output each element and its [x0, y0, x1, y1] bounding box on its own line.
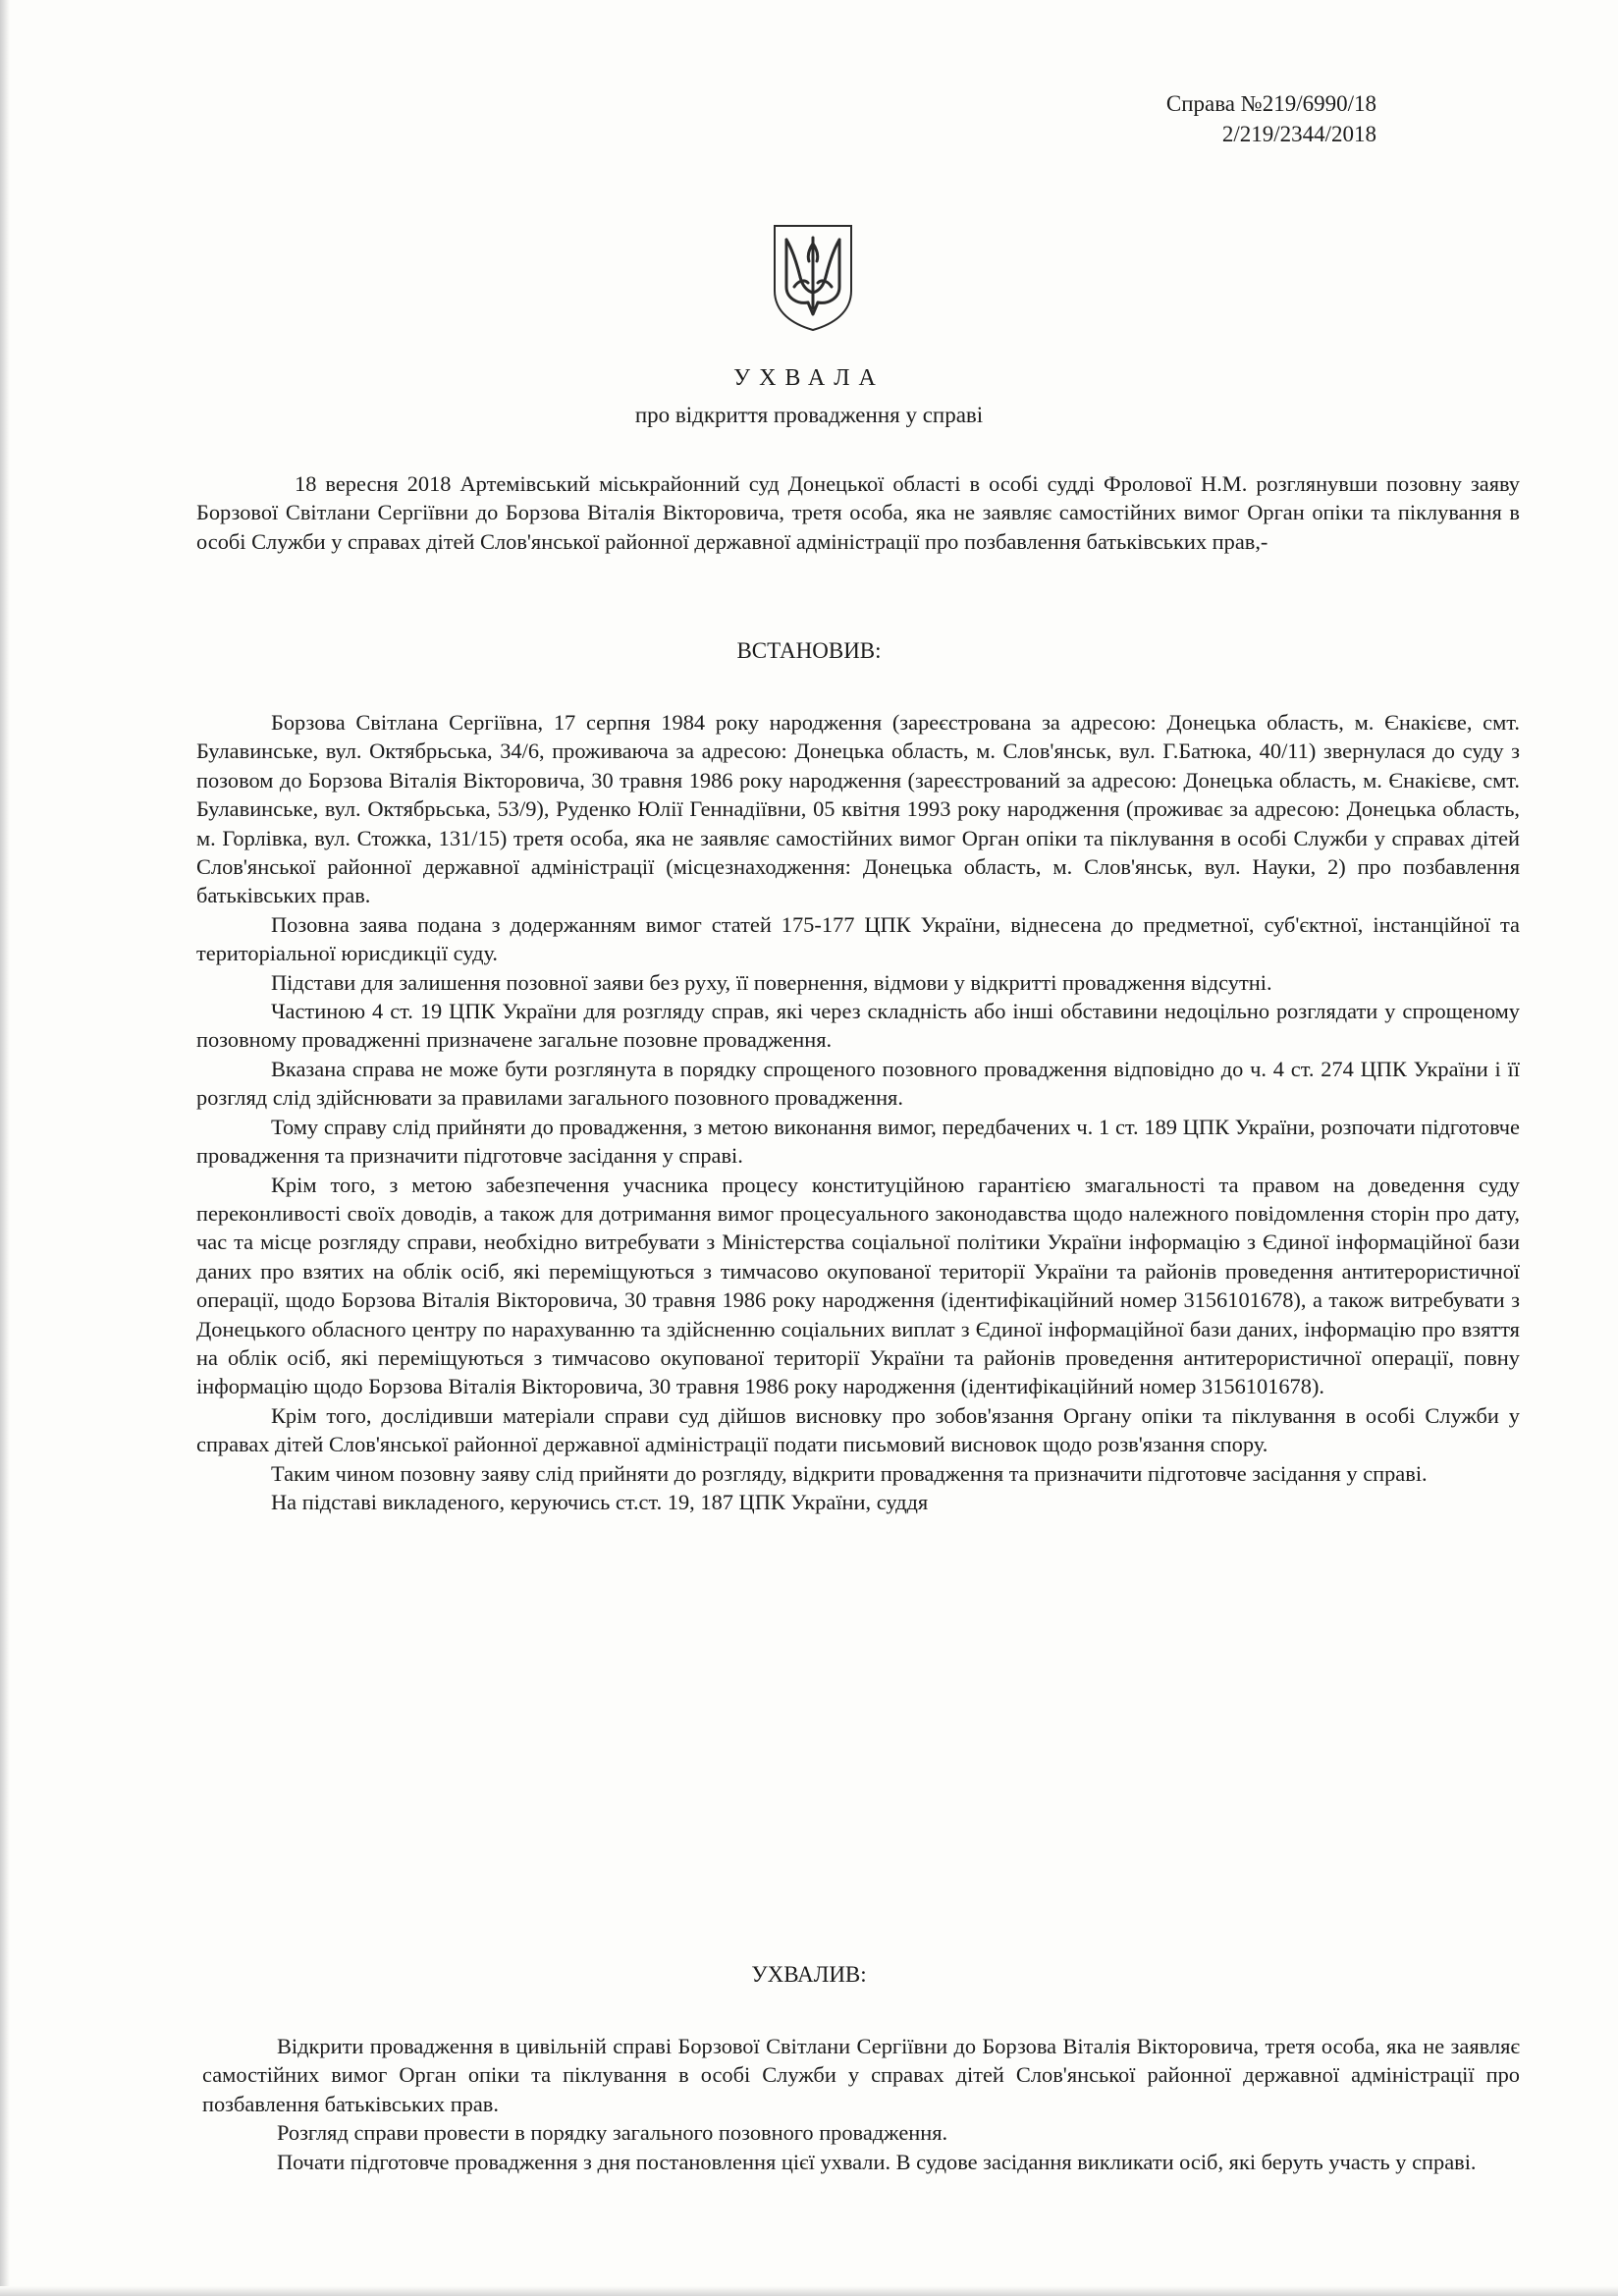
paragraph: Розгляд справи провести в порядку загального позовного провадження.: [277, 2120, 948, 2146]
paragraph: На підставі викладеного, керуючись ст.ст. 19, 187 ЦПК України, суддя: [271, 1489, 929, 1514]
paragraph: Відкрити провадження в цивільній справі Борзової Світлани Сергіївни до Борзова Віталія Вікторовича, третя особа, яка не заявляє самостійних вимог Орган опіки та піклування в особі Служби у справах дітей Слов'янської районної державної адміністрації про позбавлення батьківських прав.: [202, 2034, 1520, 2116]
resolved-section: [202, 2032, 1520, 2176]
paragraph: Крім того, дослідивши матеріали справи суд дійшов висновку про зобов'язання Органу опіки та піклування в особі Служби у справах дітей Слов'янської районної державної адміністрації подати письмовий висновок щодо розв'язання спору.: [196, 1402, 1520, 1457]
paragraph: Борзова Світлана Сергіївна, 17 серпня 1984 року народження (зареєстрована за адресою: Донецька область, м. Єнакієве, смт. Булавинське, вул. Октябрьська, 34/6, проживаюча за адресою: Донецька область, м. Слов'янськ, вул. Г.Батюка, 40/11) звернулася до суду з позовом до Борзова Віталія Вікторовича, 30 травня 1986 року народження (зареєстрований за адресою: Донецька область, м. Єнакієве, смт. Булавинське, вул. Октябрьська, 53/9), Руденко Юлії Геннадіївни, 05 квітня 1993 року народження (проживає за адресою: Донецька область, м. Горлівка, вул. Стожка, 131/15) третя особа, яка не заявляє самостійних вимог Орган опіки та піклування в особі Служби у справах дітей Слов'янської районної державної адміністрації (місцезнаходження: Донецька область, м. Слов'янськ, вул. Науки, 2) про позбавлення батьківських прав.: [196, 710, 1520, 908]
established-heading: ВСТАНОВИВ:: [736, 638, 882, 663]
intro-section: [196, 469, 1520, 556]
paragraph: Позовна заява подана з додержанням вимог статей 175-177 ЦПК України, віднесена до предметної, суб'єктної, інстанційної та територіальної юрисдикції суду.: [196, 911, 1520, 966]
established-section: [196, 708, 1520, 1516]
intro-paragraph: 18 вересня 2018 Артемівський міськрайонний суд Донецької області в особі судді Фролової Н.М. розглянувши позовну заяву Борзової Світлани Сергіївни до Борзова Віталія Вікторовича, третя особа, яка не заявляє самостійних вимог Орган опіки та піклування в особі Служби у справах дітей Слов'янської районної державної адміністрації про позбавлення батьківських прав,-: [196, 471, 1520, 554]
case-reference: [1166, 88, 1376, 149]
document-title: УХВАЛА: [733, 365, 885, 391]
proceeding-number: 2/219/2344/2018: [1221, 122, 1376, 146]
paragraph: Вказана справа не може бути розглянута в порядку спрощеного позовного провадження відповідно до ч. 4 ст. 274 ЦПК України і її розгляд слід здійснювати за правилами загального позовного провадження.: [196, 1056, 1520, 1111]
scan-edge-left: [0, 0, 10, 2296]
paragraph: Почати підготовче провадження з дня постановлення цієї ухвали. В судове засідання викликати осіб, які беруть участь у справі.: [277, 2149, 1477, 2174]
scan-edge-bottom: [0, 2286, 1618, 2296]
trident-coat-of-arms-icon: [769, 222, 857, 332]
paragraph: Тому справу слід прийняти до провадження, з метою виконання вимог, передбачених ч. 1 ст. 189 ЦПК України, розпочати підготовче провадження та призначити підготовче засідання у справі.: [196, 1114, 1520, 1169]
paragraph: Крім того, з метою забезпечення учасника процесу конституційною гарантією змагальності та правом на доведення суду переконливості своїх доводів, а також для дотримання вимог процесуального законодавства щодо належного повідомлення сторін про дату, час та місце розгляду справи, необхідно витребувати з Міністерства соціальної політики України інформацію з Єдиної інформаційної бази даних про взятих на облік осіб, які переміщуються з тимчасово окупованої території України та районів проведення антитерористичної операції, щодо Борзова Віталія Вікторовича, 30 травня 1986 року народження (ідентифікаційний номер 3156101678), а також витребувати з Донецького обласного центру по нарахуванню та здійсненню соціальних виплат з Єдиної інформаційної бази даних, інформацію про взяття на облік осіб, які переміщуються з тимчасово окупованої території України та районів проведення антитерористичної операції, повну інформацію щодо Борзова Віталія Вікторовича, 30 травня 1986 року народження (ідентифікаційний номер 3156101678).: [196, 1172, 1520, 1399]
resolved-heading: УХВАЛИВ:: [751, 1962, 867, 1987]
paragraph: Підстави для залишення позовної заяви без руху, її повернення, відмови у відкритті провадження відсутні.: [271, 969, 1272, 995]
paragraph: Таким чином позовну заяву слід прийняти до розгляду, відкрити провадження та призначити підготовче засідання у справі.: [271, 1460, 1428, 1486]
document-subtitle: про відкриття провадження у справі: [634, 403, 984, 427]
case-number: Справа №219/6990/18: [1165, 91, 1376, 116]
paragraph: Частиною 4 ст. 19 ЦПК України для розгляду справ, які через складність або інші обставини недоцільно розглядати у спрощеному позовному провадженні призначене загальне позовне провадження.: [196, 999, 1520, 1053]
